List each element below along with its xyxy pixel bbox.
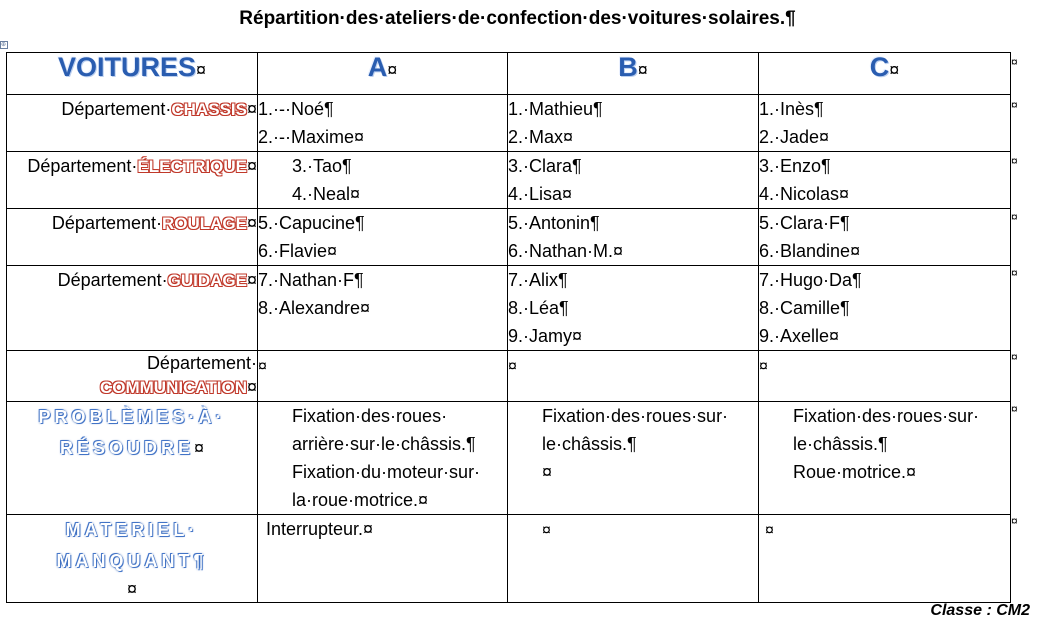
list-item: 4.·Nicolas¤ [759, 184, 850, 204]
list-item: 3.·Tao¶ [292, 156, 352, 176]
list-item: 1.·Inès¶ [759, 99, 824, 119]
cell-chassis-b[interactable] [508, 95, 759, 152]
header-column-c: C¤ [759, 53, 1011, 95]
list-item: 1.·Mathieu¶ [508, 99, 603, 119]
dept-name: COMMUNICATION [99, 378, 247, 397]
cell-guidage-c[interactable] [759, 266, 1011, 351]
cell-roulage-a[interactable] [258, 209, 508, 266]
row-roulage [7, 209, 1011, 266]
column-a-label: A [367, 52, 388, 82]
materiel-label-line2: MANQUANT¶ [56, 551, 208, 571]
dept-label-roulage: Département·ROULAGE¤ [7, 209, 258, 266]
cell-electrique-a[interactable] [258, 152, 508, 209]
class-footer: Classe : CM2 [930, 602, 1030, 619]
list-item: 2.·-·Maxime¤ [258, 127, 365, 147]
column-b-label: B [618, 52, 638, 82]
workshop-table [6, 52, 1011, 603]
list-item: 6.·Flavie¤ [258, 241, 338, 261]
column-c-label: C [869, 52, 890, 82]
list-item: 7.·Nathan·F¶ [258, 270, 364, 290]
cell-communication-a[interactable]: ¤ [258, 351, 508, 402]
dept-label-guidage: Département·GUIDAGE¤ [7, 266, 258, 351]
cell-problems-a[interactable]: Fixation·des·roues· arrière·sur·le·châssis.¶ Fixation·du·moteur·sur· la·roue·motrice.¤ [258, 402, 508, 515]
row-end-mark: ¤ [1011, 55, 1018, 69]
row-problemes [7, 402, 1011, 515]
row-end-mark: ¤ [1011, 402, 1018, 416]
header-label: VOITURES [57, 52, 196, 82]
list-item: 4.·Neal¤ [292, 184, 361, 204]
cell-problems-b[interactable]: Fixation·des·roues·sur· le·châssis.¶ ¤ [508, 402, 759, 515]
cell-problems-c[interactable]: Fixation·des·roues·sur· le·châssis.¶ Roue·motrice.¤ [759, 402, 1011, 515]
problems-label-cell: PROBLÈMES·À· RÉSOUDRE¤ [7, 402, 258, 515]
cell-communication-c[interactable]: ¤ [759, 351, 1011, 402]
list-item: 2.·Max¤ [508, 127, 574, 147]
list-item: 9.·Jamy¤ [508, 326, 583, 346]
cell-electrique-c[interactable] [759, 152, 1011, 209]
dept-label-chassis: Département·CHASSIS¤ [7, 95, 258, 152]
header-column-a: A¤ [258, 53, 508, 95]
header-label-cell: VOITURES¤ [7, 53, 258, 95]
dept-name: ÉLECTRIQUE [137, 157, 247, 176]
cell-chassis-a[interactable] [258, 95, 508, 152]
problems-label-line1: PROBLÈMES·À· [38, 407, 226, 427]
list-item: 3.·Enzo¶ [759, 156, 831, 176]
cell-electrique-b[interactable] [508, 152, 759, 209]
problems-label-line2: RÉSOUDRE [59, 438, 194, 458]
list-item: 5.·Antonin¶ [508, 213, 600, 233]
list-item: 8.·Léa¶ [508, 298, 569, 318]
materiel-label-cell: MATERIEL· MANQUANT¶ ¤ [7, 515, 258, 603]
list-item: 1.·-·Noé¶ [258, 99, 334, 119]
row-end-mark: ¤ [1011, 98, 1018, 112]
list-item: 9.·Axelle¤ [759, 326, 840, 346]
list-item: 6.·Blandine¤ [759, 241, 861, 261]
dept-label-communication: Département· COMMUNICATION¤ [7, 351, 258, 402]
list-item: 8.·Alexandre¤ [258, 298, 371, 318]
header-row [7, 53, 1011, 95]
list-item: 7.·Alix¶ [508, 270, 568, 290]
row-chassis [7, 95, 1011, 152]
cell-communication-b[interactable]: ¤ [508, 351, 759, 402]
dept-name: ROULAGE [161, 214, 247, 233]
row-end-mark: ¤ [1011, 266, 1018, 280]
document-title: Répartition·des·ateliers·de·confection·des·voitures·solaires.¶ [239, 8, 796, 29]
dept-name: GUIDAGE [167, 271, 247, 290]
list-item: 7.·Hugo·Da¶ [759, 270, 862, 290]
row-end-mark: ¤ [1011, 154, 1018, 168]
list-item: 3.·Clara¶ [508, 156, 582, 176]
cell-roulage-c[interactable] [759, 209, 1011, 266]
list-item: 5.·Clara·F¶ [759, 213, 850, 233]
list-item: 2.·Jade¤ [759, 127, 830, 147]
list-item: 5.·Capucine¶ [258, 213, 365, 233]
cell-guidage-b[interactable] [508, 266, 759, 351]
dept-label-electrique: Département·ÉLECTRIQUE¤ [7, 152, 258, 209]
row-end-mark: ¤ [1011, 350, 1018, 364]
materiel-label-line1: MATERIEL· [65, 520, 199, 540]
cell-roulage-b[interactable] [508, 209, 759, 266]
dept-name: CHASSIS [171, 100, 247, 119]
row-communication [7, 351, 1011, 402]
cell-materiel-b[interactable]: ¤ [508, 515, 759, 603]
cell-materiel-a[interactable]: Interrupteur.¤ [258, 515, 508, 603]
row-electrique [7, 152, 1011, 209]
row-guidage [7, 266, 1011, 351]
cell-guidage-a[interactable] [258, 266, 508, 351]
row-end-mark: ¤ [1011, 514, 1018, 528]
list-item: 8.·Camille¶ [759, 298, 850, 318]
cell-chassis-c[interactable] [759, 95, 1011, 152]
list-item: 6.·Nathan·M.¤ [508, 241, 624, 261]
header-column-b: B¤ [508, 53, 759, 95]
row-end-mark: ¤ [1011, 210, 1018, 224]
table-anchor-icon[interactable]: ⊕ [1, 42, 7, 48]
row-materiel [7, 515, 1011, 603]
list-item: 4.·Lisa¤ [508, 184, 573, 204]
cell-materiel-c[interactable]: ¤ [759, 515, 1011, 603]
